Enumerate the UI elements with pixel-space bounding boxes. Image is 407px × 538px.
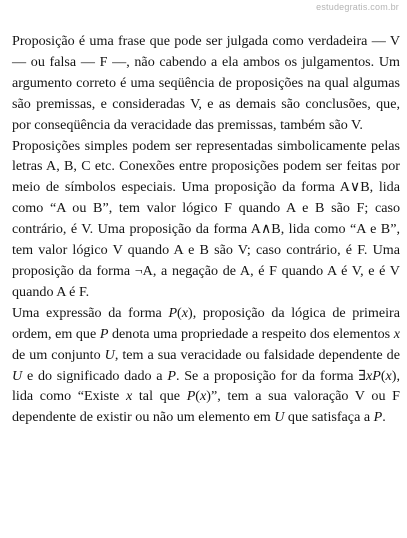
text-segment: e do significado dado a [22,367,168,384]
text-segment: . [382,409,386,426]
math-variable: P [167,367,176,384]
math-variable: U [104,346,115,363]
math-variable: x [393,325,400,342]
text-segment: de um conjunto [12,346,105,363]
question-text [12,31,400,428]
paragraph-logical-connectives: Proposições simples podem ser representadas simbolicamente pelas letras A, B, C etc. Conexões entre proposições podem ser feitas por meio de símbolos especiais. Uma proposição da forma A∨B, lida como “A ou B”, tem valor lógico F quando A e B são F; caso contrário, é V. Uma proposição da forma A∧B, lida como “A e B”, tem valor lógico V quando A e B são V; caso contrário, é F. Uma proposição da forma ¬A, a negação de A, é F quando A é V, e é V quando A é F. [12,137,400,300]
math-variable: x [385,367,392,384]
text-segment: ), proposição da lógica de primeira ordem, em que [12,304,400,342]
math-variable: P [99,325,109,342]
text-segment: denota uma propriedade a respeito dos elementos [108,325,394,342]
paragraph-first-order-logic [12,303,400,428]
math-variable: x [181,304,189,321]
math-variable: x [125,388,133,405]
text-segment: )”, tem a sua valoração V ou F dependente de existir ou não um elemento em [12,388,401,426]
text-segment: ( [380,367,386,384]
text-segment: tal que [132,388,187,405]
text-segment: ( [195,388,200,405]
math-variable: P [168,304,178,321]
math-variable: P [186,388,196,405]
math-variable: U [12,367,23,384]
site-watermark: estudegratis.com.br [316,2,399,12]
text-segment: , tem a sua veracidade ou falsidade dependente de [114,346,400,363]
math-variable: x [200,388,207,405]
text-segment: ( [177,304,182,321]
text-segment: Uma expressão da forma [12,304,169,321]
text-segment: . Se a proposição for da forma ∃ [175,367,366,384]
math-variable: P [373,409,383,426]
text-segment: ), lida como “Existe [12,367,400,405]
text-segment: que satisfaça a [284,409,374,426]
paragraph-propositions-definition: Proposição é uma frase que pode ser julgada como verdadeira — V — ou falsa — F —, não cabendo a ela ambos os julgamentos. Um argumento correto é uma seqüência de proposições na qual algumas são premissas, e consideradas V, e as demais são conclusões, que, por conseqüência da veracidade das premissas, também são V. [12,33,400,133]
math-variable: U [274,409,285,426]
math-variable: xP [365,367,381,384]
